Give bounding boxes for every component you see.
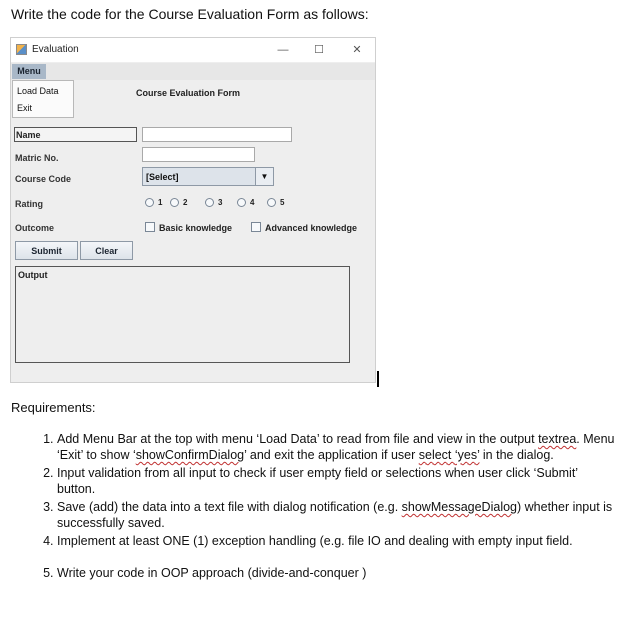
output-label: Output — [18, 270, 48, 280]
req3-text-c: ) whether input is successfully saved. — [57, 500, 613, 530]
req1-text-b: textrea — [538, 432, 577, 446]
req3-text-a: Save (add) the data into a text file with dialog notification (e.g. — [57, 500, 402, 514]
advanced-knowledge-label: Advanced knowledge — [265, 223, 358, 233]
basic-knowledge-checkbox[interactable] — [145, 222, 155, 232]
rating-radio-4[interactable] — [237, 198, 246, 207]
requirement-item — [57, 431, 617, 463]
outcome-label: Outcome — [15, 223, 55, 233]
rating-radio-1[interactable] — [145, 198, 154, 207]
req1-text-a: Add Menu Bar at the top with menu ‘Load Data’ to read from file and view in the output — [57, 432, 539, 446]
course-code-label: Course Code — [15, 174, 72, 184]
clear-button[interactable]: Clear — [80, 241, 133, 260]
name-label-text: Name — [16, 130, 41, 140]
requirement-item — [57, 465, 617, 497]
req1-text-e: ’ and exit the application if user — [244, 448, 419, 462]
submit-button[interactable]: Submit — [15, 241, 78, 260]
course-code-select[interactable] — [142, 167, 274, 186]
name-input[interactable] — [142, 127, 292, 142]
course-code-selected-value: [Select] — [146, 172, 179, 182]
window-title: Evaluation — [32, 44, 79, 55]
text-cursor — [377, 371, 379, 387]
requirements-list — [0, 431, 617, 583]
menu-item-load-data[interactable]: Load Data — [17, 86, 59, 96]
page-heading: Write the code for the Course Evaluation Form as follows: — [11, 6, 369, 22]
requirement-item — [57, 499, 617, 531]
rating-radio-3[interactable] — [205, 198, 214, 207]
maximize-button[interactable]: ☐ — [314, 44, 324, 56]
rating-option-5: 5 — [280, 198, 285, 207]
matric-input[interactable] — [142, 147, 255, 162]
rating-option-4: 4 — [250, 198, 255, 207]
matric-label: Matric No. — [15, 153, 59, 163]
rating-option-2: 2 — [183, 198, 188, 207]
window-titlebar — [11, 38, 375, 62]
req5-text: Write your code in OOP approach (divide-and-conquer ) — [57, 566, 367, 580]
menu-bar — [11, 63, 375, 80]
minimize-button[interactable]: — — [277, 44, 289, 56]
rating-radio-5[interactable] — [267, 198, 276, 207]
req2-text: Input validation from all input to check if user empty field or selections when user click ‘Submit’ button. — [57, 466, 578, 496]
java-app-icon — [16, 44, 27, 55]
requirement-item — [57, 565, 617, 581]
evaluation-window — [10, 37, 376, 383]
menu-dropdown — [12, 80, 74, 118]
rating-option-1: 1 — [158, 198, 163, 207]
req4-text: Implement at least ONE (1) exception handling (e.g. file IO and dealing with empty input field. — [57, 534, 573, 548]
advanced-knowledge-checkbox[interactable] — [251, 222, 261, 232]
name-label — [14, 127, 137, 142]
menu-item-exit[interactable]: Exit — [17, 103, 33, 113]
menu-button[interactable]: Menu — [12, 64, 46, 79]
chevron-down-icon[interactable]: ▼ — [255, 168, 273, 185]
rating-radio-2[interactable] — [170, 198, 179, 207]
close-button[interactable]: ✕ — [352, 44, 362, 56]
req3-text-b: showMessageDialog — [401, 500, 517, 514]
basic-knowledge-label: Basic knowledge — [159, 223, 233, 233]
rating-option-3: 3 — [218, 198, 223, 207]
rating-label: Rating — [15, 199, 43, 209]
req1-text-f: select ‘yes’ — [418, 448, 480, 462]
req1-text-c: . Menu ‘Exit’ to show ‘ — [57, 432, 615, 462]
form-title: Course Evaluation Form — [136, 88, 241, 98]
req1-text-g: in the dialog. — [479, 448, 554, 462]
requirement-item — [57, 533, 617, 549]
req1-text-d: showConfirmDialog — [135, 448, 245, 462]
requirements-heading: Requirements: — [11, 400, 96, 415]
output-textarea[interactable] — [15, 266, 350, 363]
